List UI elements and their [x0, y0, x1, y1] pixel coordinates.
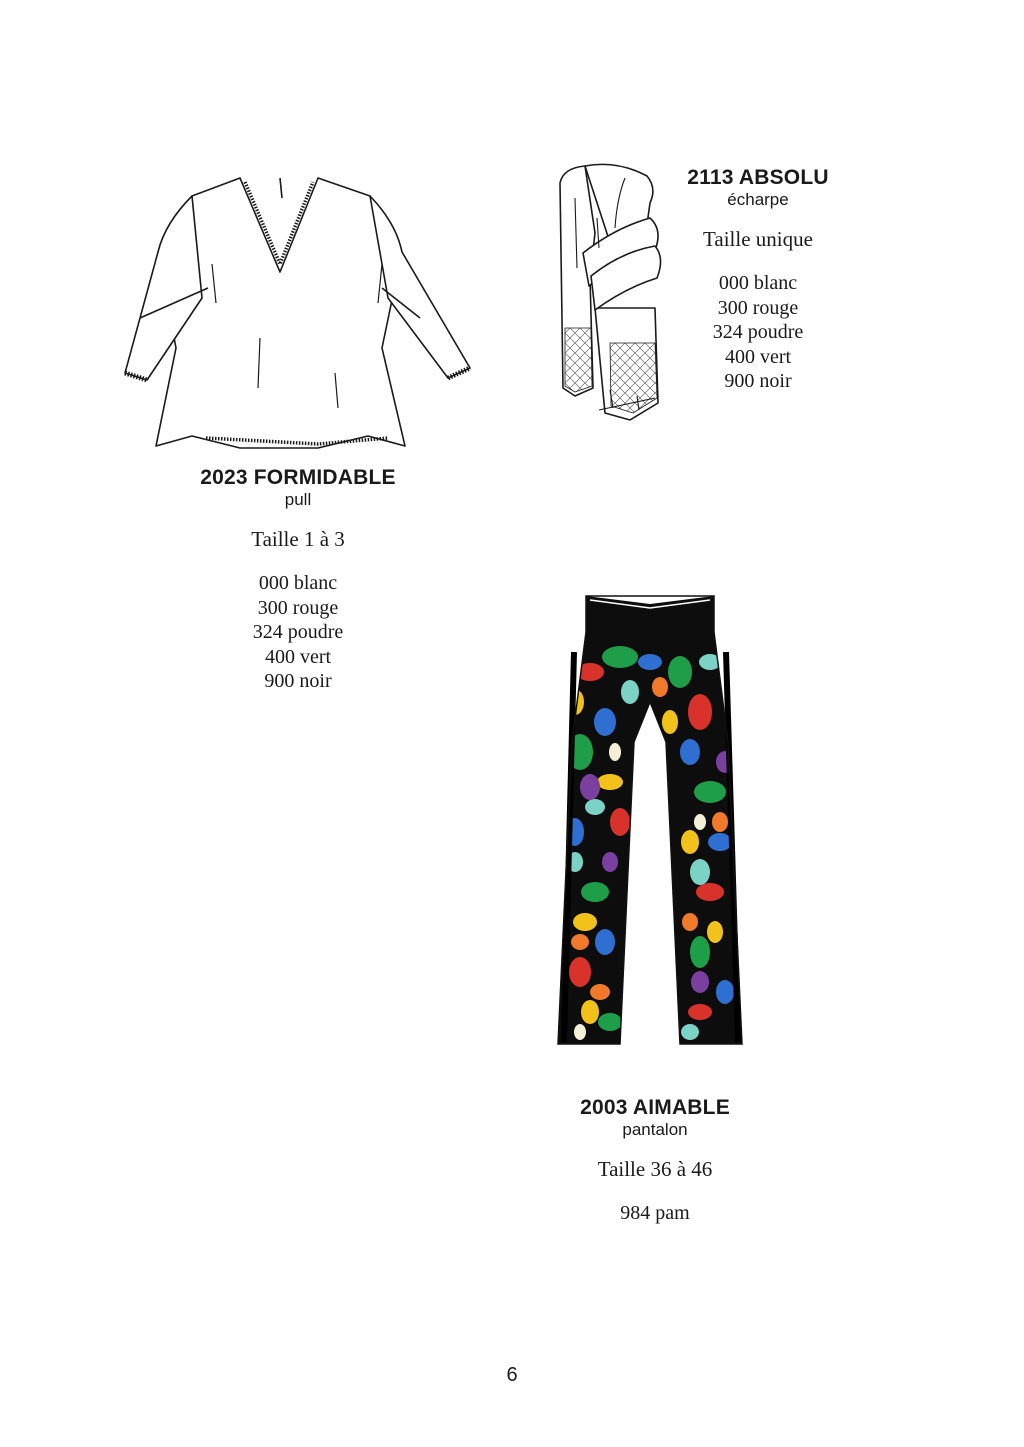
pull-info [180, 466, 416, 694]
scarf-color-item: 300 rouge [717, 296, 799, 319]
pull-size: Taille 1 à 3 [251, 527, 345, 551]
scarf-color-item: 324 poudre [712, 321, 804, 344]
scarf-size: Taille unique [703, 227, 813, 251]
scarf-info [660, 166, 856, 394]
pull-color-item: 400 vert [264, 645, 332, 668]
pull-sketch [120, 168, 476, 458]
scarf-color-list [660, 271, 856, 394]
scarf-reference: 2113 ABSOLU [687, 166, 829, 189]
scarf-type: écharpe [727, 190, 789, 209]
pull-type: pull [284, 490, 312, 509]
pull-color-item: 900 noir [264, 670, 332, 693]
trousers-sketch [550, 592, 750, 1052]
trousers-reference: 2003 AIMABLE [580, 1096, 730, 1119]
pull-color-list [180, 571, 416, 694]
pull-color-item: 300 rouge [257, 596, 339, 619]
trousers-type: pantalon [622, 1120, 688, 1139]
trousers-size: Taille 36 à 46 [597, 1157, 713, 1181]
pull-color-item: 324 poudre [252, 621, 344, 644]
trousers-color-item: 984 pam [620, 1202, 690, 1224]
scarf-color-item: 400 vert [724, 345, 792, 368]
pull-reference: 2023 FORMIDABLE [200, 466, 396, 489]
scarf-sketch [555, 158, 665, 423]
trousers-color-list [555, 1201, 755, 1226]
scarf-color-item: 000 blanc [718, 272, 798, 294]
page-number: 6 [506, 1364, 518, 1386]
trousers-info [555, 1096, 755, 1226]
scarf-color-item: 900 noir [724, 370, 792, 393]
pull-color-item: 000 blanc [258, 572, 338, 594]
